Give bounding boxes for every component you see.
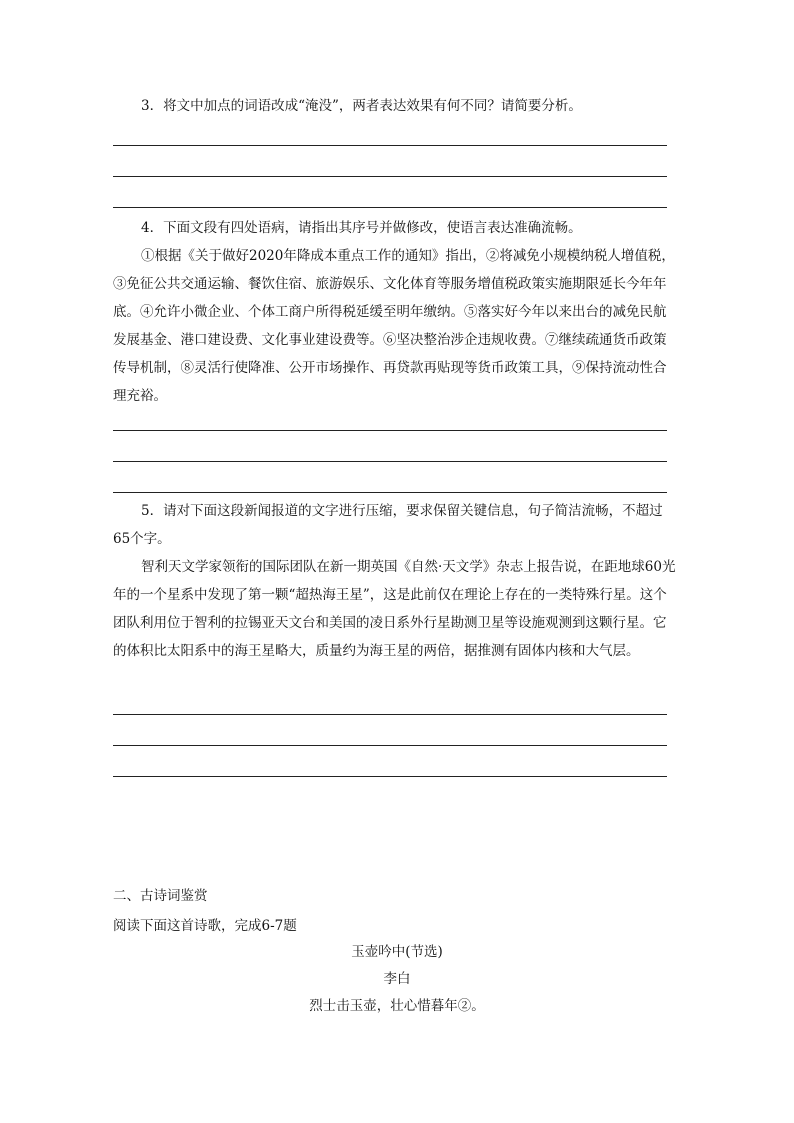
answer-line[interactable] bbox=[113, 461, 667, 462]
question-5 bbox=[113, 497, 679, 665]
question-4-passage: ①根据《关于做好2020年降成本重点工作的通知》指出，②将减免小规模纳税人增值税，③免征公共交通运输、餐饮住宿、旅游娱乐、文化体育等服务增值税政策实施期限延长今年年底。④允许小微企业、个体工商户所得税延缓至明年缴纳。⑤落实好今年以来出台的减免民航发展基金、港口建设费、文化事业建设费等。⑥坚决整治涉企违规收费。⑦继续疏通货币政策传导机制，⑧灵活行使降准、公开市场操作、再贷款再贴现等货币政策工具，⑨保持流动性合理充裕。 bbox=[113, 248, 675, 404]
answer-line[interactable] bbox=[113, 145, 667, 146]
question-5-passage: 智利天文学家领衔的国际团队在新一期英国《自然·天文学》杂志上报告说，在距地球60光年的一个星系中发现了第一颗“超热海王星”，这是此前仅在理论上存在的一类特殊行星。这个团队利用位于智利的拉锡亚天文台和美国的凌日系外行星勘测卫星等设施观测到这颗行星。它的体积比太阳系中的海王星略大，质量约为海王星的两倍，据推测有固体内核和大气层。 bbox=[113, 559, 676, 659]
answer-line[interactable] bbox=[113, 492, 667, 493]
section-instruction: 阅读下面这首诗歌，完成6-7题 bbox=[113, 918, 297, 934]
answer-line[interactable] bbox=[113, 176, 667, 177]
answer-line[interactable] bbox=[113, 207, 667, 208]
question-4 bbox=[113, 214, 679, 410]
answer-line[interactable] bbox=[113, 745, 667, 746]
section-heading: 二、古诗词鉴赏 bbox=[113, 888, 208, 904]
answer-line[interactable] bbox=[113, 430, 667, 431]
answer-line[interactable] bbox=[113, 714, 667, 715]
poet-name: 李白 bbox=[383, 971, 411, 987]
question-5-stem: 5．请对下面这段新闻报道的文字进行压缩，要求保留关键信息，句子简洁流畅，不超过65个字。 bbox=[113, 503, 663, 547]
question-3 bbox=[113, 92, 679, 120]
question-3-stem: 3．将文中加点的词语改成“淹没”，两者表达效果有何不同？请简要分析。 bbox=[141, 98, 582, 114]
answer-line[interactable] bbox=[113, 776, 667, 777]
poem-line: 烈士击玉壶，壮心惜暮年②。 bbox=[309, 998, 485, 1014]
poem-title: 玉壶吟中(节选) bbox=[351, 944, 443, 960]
question-4-stem: 4．下面文段有四处语病，请指出其序号并做修改，使语言表达准确流畅。 bbox=[141, 220, 582, 236]
